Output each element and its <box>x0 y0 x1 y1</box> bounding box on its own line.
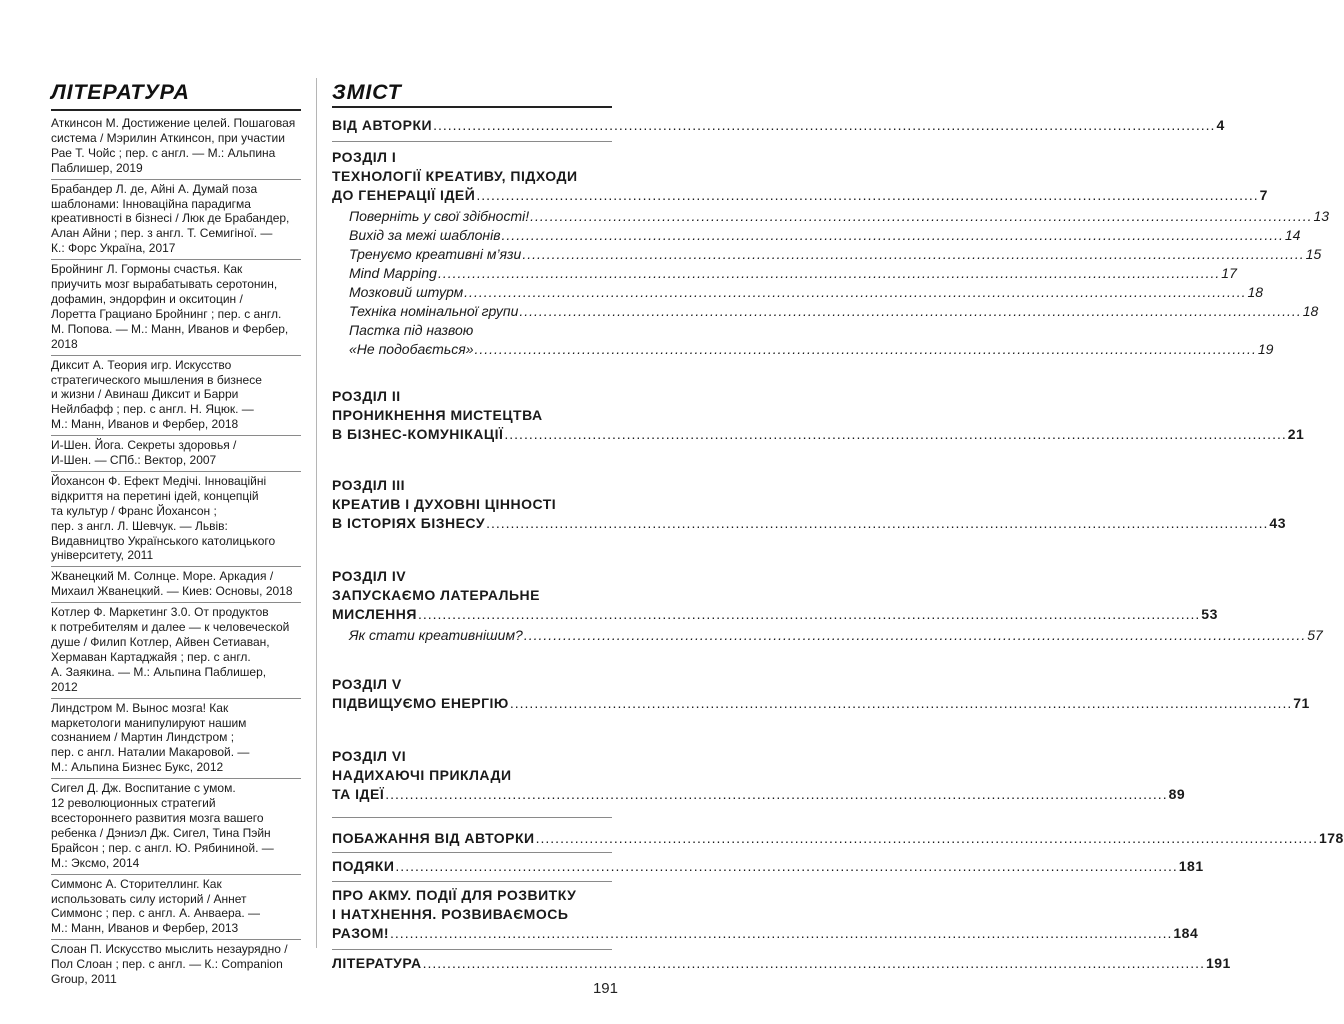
toc-chapter-entry[interactable] <box>332 148 1268 205</box>
toc-section <box>332 747 1186 817</box>
toc-entry-title-line: ПОБАЖАННЯ ВІД АВТОРКИ <box>332 830 535 846</box>
toc-dot-leader: ................................................................................................................................................................ <box>501 227 1284 243</box>
toc-chapter-entry[interactable] <box>332 747 1186 804</box>
toc-entry-row <box>332 605 1218 624</box>
bibliography-entry-line: університету, 2011 <box>51 548 154 563</box>
toc-entry-title-line: ПРОНИКНЕННЯ МИСТЕЦТВА <box>332 407 543 423</box>
toc-chapter-entry[interactable] <box>332 116 1225 135</box>
toc-dot-leader: ................................................................................................................................................................ <box>417 606 1201 622</box>
toc-page-number: 13 <box>1313 208 1330 224</box>
bibliography-entry-line: Брабандер Л. де, Айні А. Думай поза <box>51 181 258 196</box>
toc-subsection-entry[interactable] <box>332 226 1301 245</box>
toc-page-number: 21 <box>1287 426 1305 442</box>
toc-dot-leader: ................................................................................................................................................................ <box>422 955 1205 971</box>
column-divider <box>316 78 317 948</box>
toc-entry-title-line: Тренуємо креативні м’язи <box>349 246 522 262</box>
bibliography-entry-line: Брайсон ; пер. с англ. Ю. Рябининой. — <box>51 840 274 855</box>
toc-page-number: 19 <box>1257 341 1274 357</box>
bibliography-entry-line: відкриття на перетині ідей, концепцій <box>51 488 259 503</box>
toc-dot-leader: ................................................................................................................................................................ <box>476 187 1259 203</box>
bibliography-entry <box>51 356 301 437</box>
bibliography-entry-line: Симмонс ; пер. с англ. А. Анваера. — <box>51 906 261 921</box>
toc-section <box>332 886 1199 949</box>
toc-page-number: 178 <box>1318 830 1344 846</box>
bibliography-entry-line: ребенка / Дэниэл Дж. Сигел, Тина Пэйн <box>51 825 271 840</box>
bibliography-entry-line: креативності в бізнесі / Люк де Брабандер, <box>51 211 290 226</box>
bibliography-entry <box>51 436 301 472</box>
toc-dot-leader: ................................................................................................................................................................ <box>535 830 1318 846</box>
toc-page-number: 18 <box>1247 284 1264 300</box>
toc-entry-title-line: Пастка під назвою <box>349 322 474 338</box>
bibliography-entry-line: и жизни / Авинаш Диксит и Барри <box>51 387 239 402</box>
bibliography-list <box>51 114 301 990</box>
toc-dot-leader: ................................................................................................................................................................ <box>474 341 1257 357</box>
toc-page-number: 14 <box>1284 227 1301 243</box>
bibliography-entry-line: М.: Манн, Иванов и Фербер, 2018 <box>51 417 239 432</box>
toc-entry-title-line: І НАТХНЕННЯ. РОЗВИВАЄМОСЬ <box>332 906 569 922</box>
bibliography-entry-line: система / Мэрилин Аткинсон, при участии <box>51 130 285 145</box>
toc-entry-row <box>332 694 1310 713</box>
bibliography-entry-line: М. Попова. — М.: Манн, Иванов и Фербер, <box>51 321 289 336</box>
toc-entry-title-line: ПРО АКМУ. ПОДІЇ ДЛЯ РОЗВИТКУ <box>332 887 577 903</box>
toc-page-number: 43 <box>1269 515 1286 531</box>
toc-entry-row <box>332 514 1286 533</box>
bibliography-entry-line: М.: Эксмо, 2014 <box>51 855 140 870</box>
toc-dot-leader: ................................................................................................................................................................ <box>519 303 1302 319</box>
toc-entry-title-line: ТЕХНОЛОГІЇ КРЕАТИВУ, ПІДХОДИ <box>332 168 578 184</box>
bibliography-entry-line: Видавництво Українського католицького <box>51 533 276 548</box>
toc-section <box>332 148 1330 373</box>
bibliography-heading: ЛІТЕРАТУРА <box>51 80 190 104</box>
toc-page-number: 53 <box>1201 606 1218 622</box>
toc-entry-title-line: РОЗДІЛ V <box>332 676 402 692</box>
toc-page-number: 15 <box>1305 246 1322 262</box>
bibliography-entry-line: Бройнинг Л. Гормоны счастья. Как <box>51 262 243 277</box>
bibliography-entry-line: та культур / Франс Йохансон ; <box>51 503 217 518</box>
bibliography-entry <box>51 180 301 261</box>
toc-section <box>332 567 1323 660</box>
toc-entry-row <box>349 626 1323 645</box>
bibliography-entry-line: Симмонс А. Сторителлинг. Как <box>51 876 222 891</box>
toc-section <box>332 476 1286 551</box>
toc-page-number: 71 <box>1293 695 1310 711</box>
bibliography-entry-line: Хермаван Картаджайя ; пер. с англ. <box>51 649 251 664</box>
toc-chapter-entry[interactable] <box>332 857 1204 876</box>
contents-rule <box>332 106 612 108</box>
toc-page-number: 191 <box>1205 955 1231 971</box>
toc-page-number: 184 <box>1173 925 1199 941</box>
bibliography-entry <box>51 567 301 603</box>
bibliography-entry-line: Пол Слоан ; пер. с англ. — К.: Companion <box>51 957 283 972</box>
toc-entry-row <box>349 245 1322 264</box>
bibliography-entry <box>51 472 301 567</box>
contents-heading: ЗМІСТ <box>332 80 402 104</box>
bibliography-entry-line: М.: Альпина Бизнес Букс, 2012 <box>51 760 224 775</box>
toc-entry-title-line: РОЗДІЛ ІІ <box>332 388 401 404</box>
toc-section <box>332 954 1231 973</box>
bibliography-entry <box>51 603 301 698</box>
toc-entry-row <box>349 340 1274 359</box>
toc-section <box>332 116 1225 141</box>
toc-entry-title-line: ТА ІДЕЇ <box>332 786 385 802</box>
toc-subsection-entry[interactable] <box>332 207 1330 226</box>
toc-page-number: 4 <box>1216 117 1225 133</box>
bibliography-entry-line: Алан Айни ; пер. з англ. Т. Семигіної. — <box>51 226 273 241</box>
toc-entry-title-line: РОЗДІЛ І <box>332 149 397 165</box>
toc-chapter-entry[interactable] <box>332 954 1231 973</box>
bibliography-entry-line: 2012 <box>51 679 78 694</box>
toc-dot-leader: ................................................................................................................................................................ <box>437 265 1221 281</box>
toc-entry-row <box>332 954 1231 973</box>
toc-entry-row <box>349 264 1237 283</box>
page-number: 191 <box>592 980 618 997</box>
toc-dot-leader: ................................................................................................................................................................ <box>509 695 1293 711</box>
toc-entry-title-line: «Не подобається» <box>349 341 474 357</box>
toc-entry-title-line: РОЗДІЛ VI <box>332 748 407 764</box>
toc-entry-title-line: КРЕАТИВ І ДУХОВНІ ЦІННОСТІ <box>332 496 557 512</box>
toc-entry-row <box>349 226 1301 245</box>
toc-subsection-entry[interactable] <box>332 245 1322 264</box>
bibliography-entry-line: приучить мозг вырабатывать серотонин, <box>51 277 278 292</box>
toc-dot-leader: ................................................................................................................................................................ <box>522 246 1305 262</box>
bibliography-entry-line: Диксит А. Теория игр. Искусство <box>51 357 232 372</box>
toc-page-number: 89 <box>1168 786 1186 802</box>
bibliography-entry-line: к потребителям и далее — к человеческой <box>51 620 290 635</box>
toc-chapter-entry[interactable] <box>332 387 1305 444</box>
toc-page-number: 17 <box>1221 265 1237 281</box>
bibliography-entry <box>51 940 301 990</box>
bibliography-entry-line: Линдстром М. Вынос мозга! Как <box>51 700 229 715</box>
toc-subsection-entry[interactable] <box>332 264 1237 283</box>
bibliography-entry <box>51 114 301 180</box>
toc-entry-title-line: Mind Mapping <box>349 265 437 281</box>
bibliography-entry-line: 12 революционных стратегий <box>51 796 216 811</box>
bibliography-entry-line: Group, 2011 <box>51 972 117 987</box>
bibliography-entry-line: Рае Т. Чойс ; пер. с англ. — М.: Альпина <box>51 145 276 160</box>
bibliography-entry-line: пер. з англ. Л. Шевчук. — Львів: <box>51 518 228 533</box>
toc-entry-row <box>332 425 1305 444</box>
toc-subsection-entry[interactable] <box>332 321 1274 359</box>
toc-entry-title-line: ЛІТЕРАТУРА <box>332 955 422 971</box>
bibliography-entry-line: душе / Филип Котлер, Айвен Сетиаван, <box>51 635 270 649</box>
contents-list <box>332 116 1344 973</box>
toc-entry-title-line: Як стати креативнішим? <box>349 627 523 643</box>
bibliography-entry <box>51 699 301 780</box>
toc-entry-row <box>332 116 1225 135</box>
toc-chapter-entry[interactable] <box>332 476 1286 533</box>
bibliography-entry-line: И-Шен. — СПб.: Вектор, 2007 <box>51 453 217 468</box>
toc-dot-leader: ................................................................................................................................................................ <box>530 208 1313 224</box>
toc-entry-title-line: МИСЛЕННЯ <box>332 606 417 622</box>
toc-section <box>332 387 1305 461</box>
toc-page-number: 181 <box>1178 858 1204 874</box>
bibliography-entry-line: сознанием / Мартин Линдстром ; <box>51 730 235 745</box>
toc-dot-leader: ................................................................................................................................................................ <box>486 515 1269 531</box>
bibliography-entry-line: М.: Манн, Иванов и Фербер, 2013 <box>51 921 239 936</box>
toc-dot-leader: ................................................................................................................................................................ <box>385 786 1168 802</box>
bibliography-entry-line: использовать силу историй / Аннет <box>51 891 247 906</box>
toc-chapter-entry[interactable] <box>332 567 1218 624</box>
toc-section <box>332 675 1310 731</box>
bibliography-entry-line: Паблишер, 2019 <box>51 160 143 175</box>
toc-dot-leader: ................................................................................................................................................................ <box>504 426 1287 442</box>
toc-entry-title-line: ВІД АВТОРКИ <box>332 117 433 133</box>
toc-entry-title-line: Техніка номінальної групи <box>349 303 519 319</box>
bibliography-entry-line: Лоретта Грациано Бройнинг ; пер. с англ. <box>51 306 282 321</box>
bibliography-entry-line: стратегического мышления в бизнесе <box>51 372 262 387</box>
toc-chapter-entry[interactable] <box>332 886 1199 943</box>
toc-entry-row <box>349 283 1264 302</box>
toc-subsection-entry[interactable] <box>332 302 1319 321</box>
toc-chapter-entry[interactable] <box>332 675 1310 713</box>
bibliography-column <box>51 78 301 990</box>
toc-entry-title-line: ПІДВИЩУЄМО ЕНЕРГІЮ <box>332 695 509 711</box>
bibliography-entry <box>51 875 301 941</box>
toc-entry-row <box>349 302 1319 321</box>
toc-chapter-entry[interactable] <box>332 829 1344 848</box>
bibliography-entry-line: Сигел Д. Дж. Воспитание с умом. <box>51 781 236 796</box>
bibliography-entry-line: Йохансон Ф. Ефект Медічі. Інноваційні <box>51 473 267 488</box>
toc-subsection-entry[interactable] <box>332 283 1264 302</box>
toc-entry-row <box>332 785 1186 804</box>
toc-entry-title-line: В БІЗНЕС-КОМУНІКАЦІЇ <box>332 426 504 442</box>
toc-entry-row <box>349 207 1330 226</box>
bibliography-entry-line: И-Шен. Йога. Секреты здоровья / <box>51 438 237 453</box>
toc-entry-title-line: РАЗОМ! <box>332 925 390 941</box>
toc-page-number: 18 <box>1302 303 1319 319</box>
toc-dot-leader: ................................................................................................................................................................ <box>395 858 1178 874</box>
bibliography-entry-line: 2018 <box>51 336 78 351</box>
toc-page-number: 57 <box>1307 627 1323 643</box>
contents-column <box>332 78 1344 973</box>
bibliography-entry-line: шаблонами: Інноваційна парадигма <box>51 196 251 211</box>
toc-entry-row <box>332 186 1268 205</box>
bibliography-entry-line: Нейлбафф ; пер. с англ. Н. Яцюк. — <box>51 402 254 417</box>
toc-dot-leader: ................................................................................................................................................................ <box>390 925 1173 941</box>
toc-entry-title-line: РОЗДІЛ IV <box>332 568 407 584</box>
toc-entry-title-line: Вихід за межі шаблонів <box>349 227 501 243</box>
toc-dot-leader: ................................................................................................................................................................ <box>464 284 1247 300</box>
bibliography-entry-line: Слоан П. Искусство мыслить незаурядно / <box>51 942 288 957</box>
toc-entry-title-line: Поверніть у свої здібності! <box>349 208 530 224</box>
bibliography-entry-line: А. Заякина. — М.: Альпина Паблишер, <box>51 664 267 679</box>
toc-entry-title-line: НАДИХАЮЧІ ПРИКЛАДИ <box>332 767 512 783</box>
toc-section <box>332 829 1344 852</box>
toc-dot-leader: ................................................................................................................................................................ <box>433 117 1216 133</box>
toc-section <box>332 857 1204 881</box>
toc-entry-title-line: РОЗДІЛ ІІІ <box>332 477 406 493</box>
toc-entry-title-line: В ІСТОРІЯХ БІЗНЕСУ <box>332 515 486 531</box>
bibliography-entry-line: дофамин, эндорфин и окситоцин / <box>51 291 243 306</box>
toc-page-number: 7 <box>1259 187 1268 203</box>
bibliography-entry-line: всестороннего развития мозга вашего <box>51 810 264 825</box>
bibliography-entry-line: Котлер Ф. Маркетинг 3.0. От продуктов <box>51 605 269 620</box>
bibliography-entry-line: Михаил Жванецкий. — Киев: Основы, 2018 <box>51 584 293 599</box>
bibliography-entry-line: маркетологи манипулируют нашим <box>51 715 247 730</box>
toc-subsection-entry[interactable] <box>332 626 1323 645</box>
bibliography-entry-line: Аткинсон М. Достижение целей. Пошаговая <box>51 116 296 130</box>
toc-entry-row <box>332 829 1344 848</box>
bibliography-entry <box>51 779 301 874</box>
toc-entry-row <box>332 924 1199 943</box>
bibliography-entry <box>51 260 301 355</box>
toc-entry-title-line: ЗАПУСКАЄМО ЛАТЕРАЛЬНЕ <box>332 587 540 603</box>
toc-entry-title-line: Мозковий штурм <box>349 284 464 300</box>
toc-entry-title-line: ПОДЯКИ <box>332 858 395 874</box>
bibliography-rule <box>51 109 301 111</box>
toc-entry-title-line: ДО ГЕНЕРАЦІЇ ІДЕЙ <box>332 187 476 203</box>
toc-entry-row <box>332 857 1204 876</box>
bibliography-entry-line: Жванецкий М. Солнце. Море. Аркадия / <box>51 569 274 584</box>
bibliography-entry-line: пер. с англ. Наталии Макаровой. — <box>51 745 250 760</box>
bibliography-entry-line: К.: Форс Україна, 2017 <box>51 241 176 256</box>
toc-dot-leader: ................................................................................................................................................................ <box>523 627 1307 643</box>
